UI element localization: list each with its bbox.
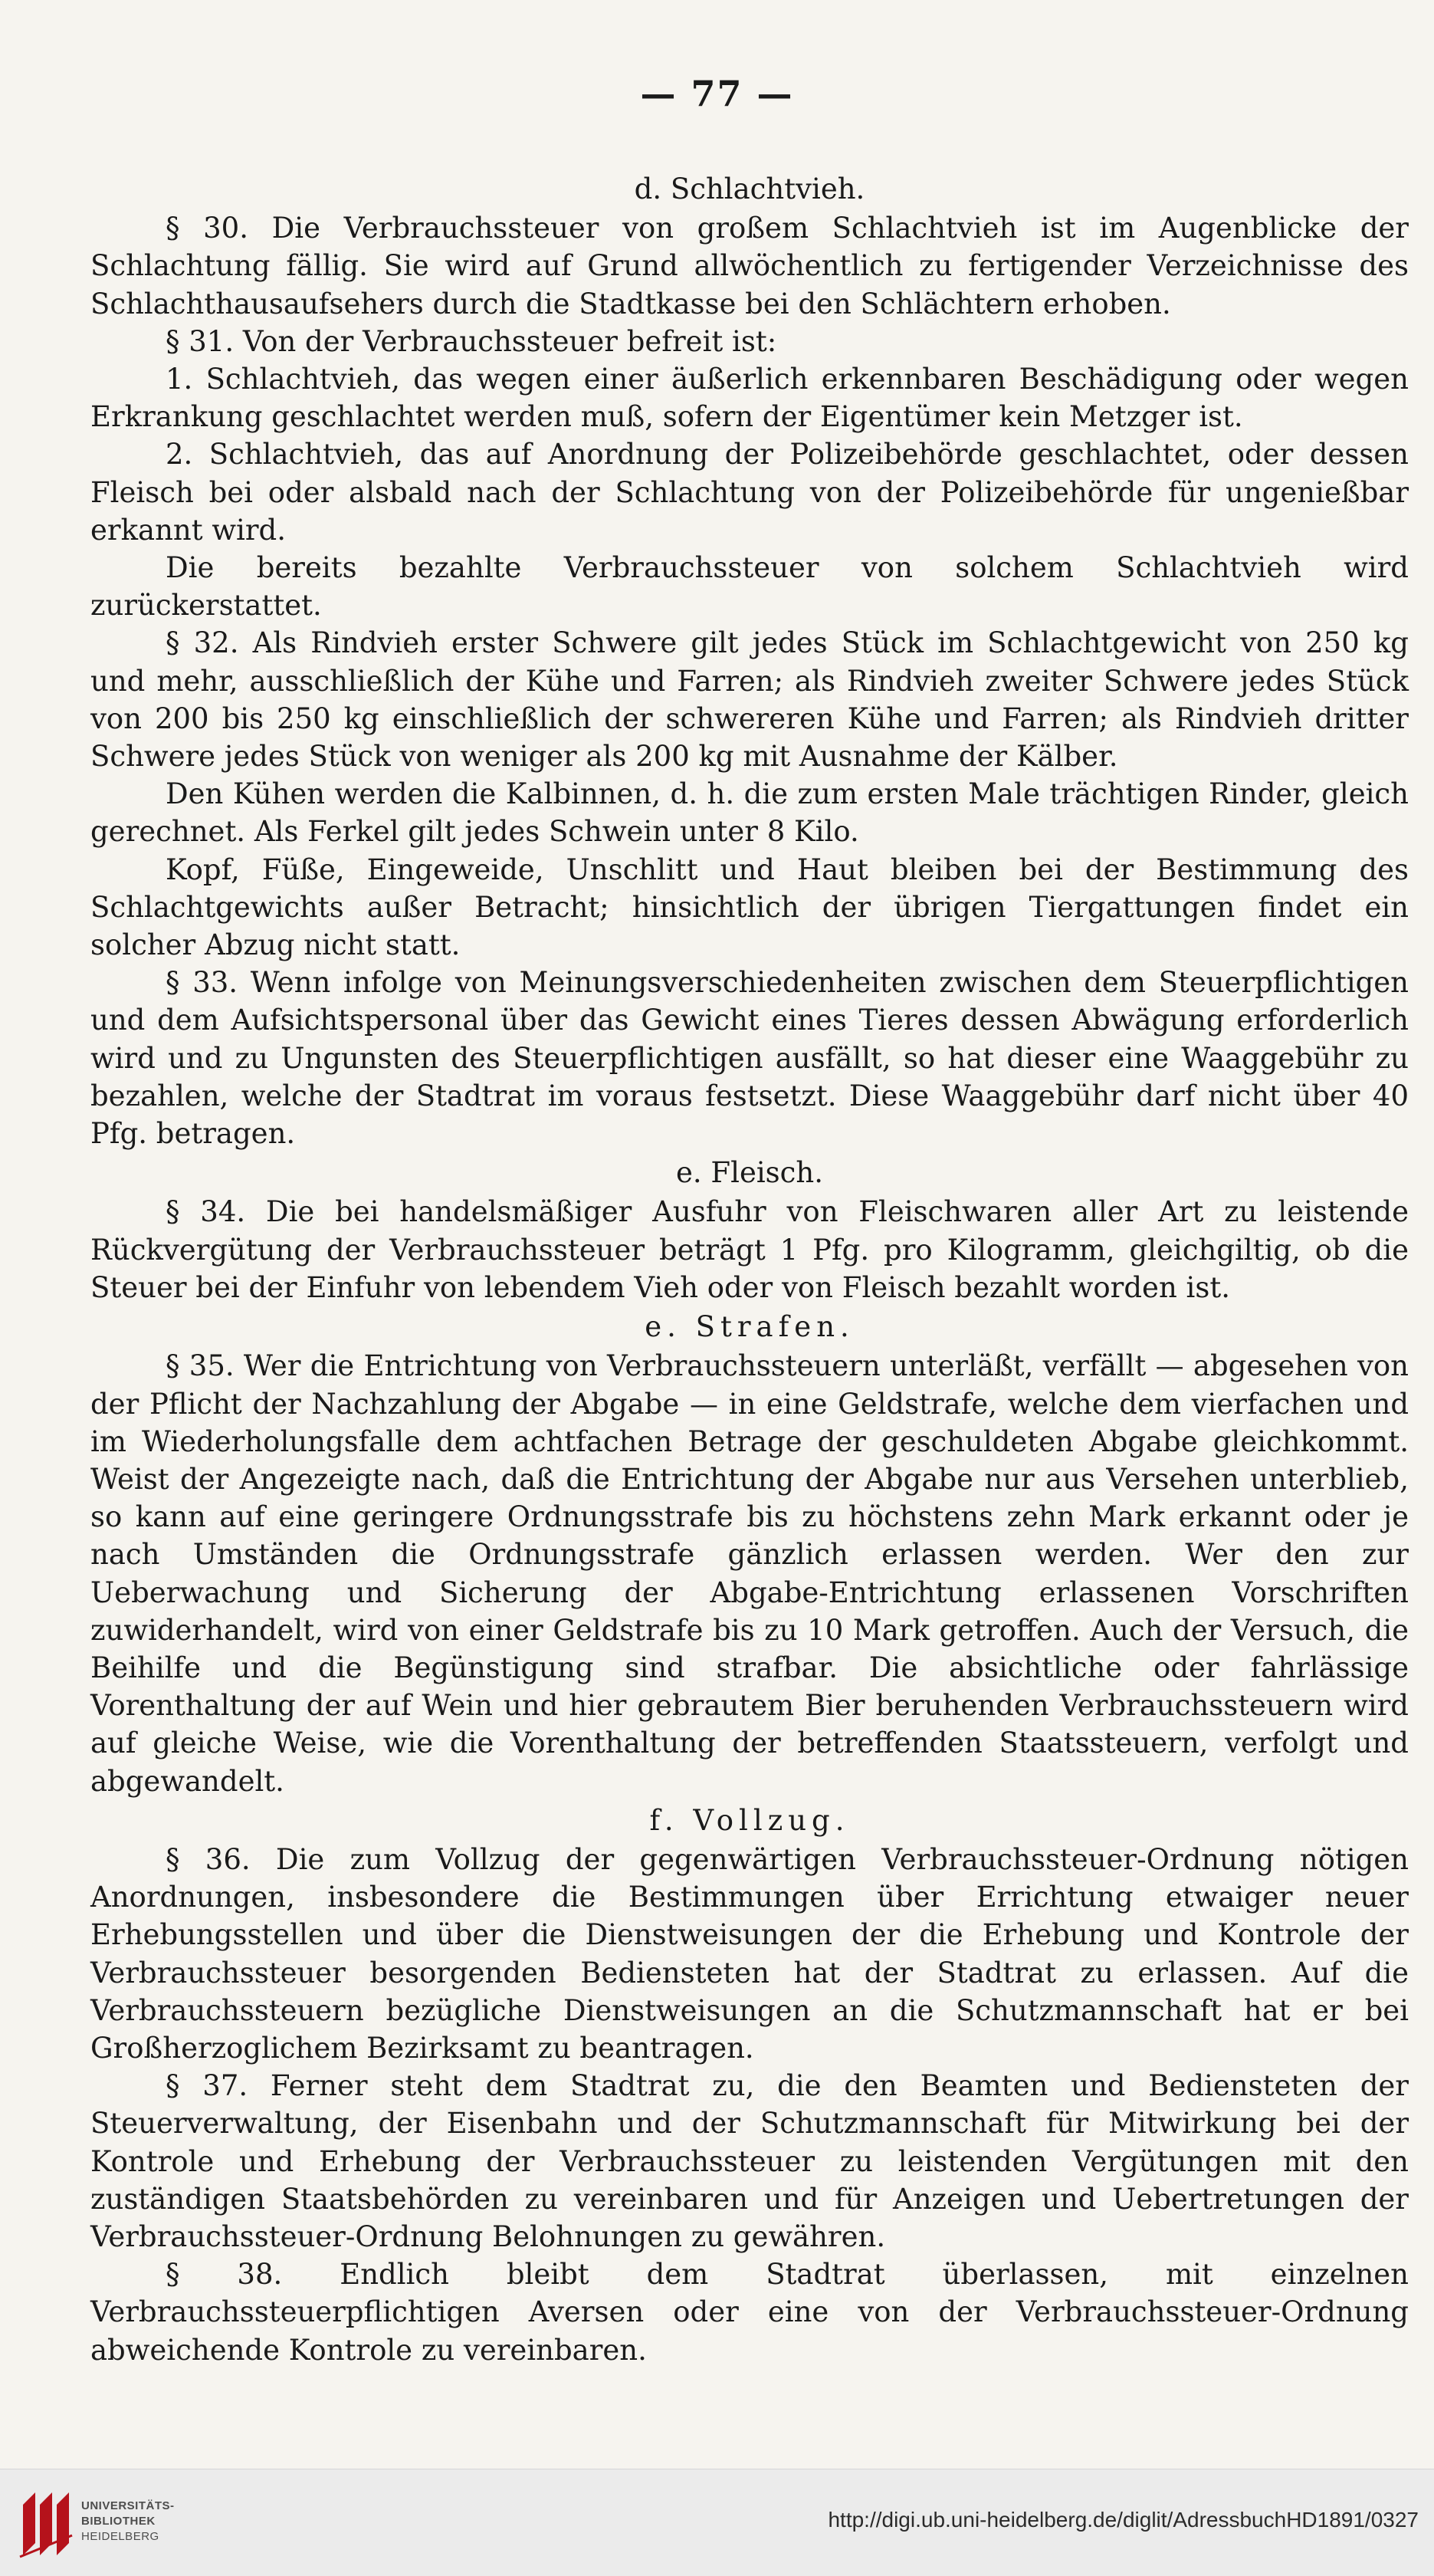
logo-line-2: BIBLIOTHEK (81, 2515, 156, 2528)
section-heading: d. Schlachtvieh. (634, 172, 865, 205)
paragraph: § 35. Wer die Entrichtung von Verbrauchssteuern unterläßt, verfällt — abgesehen von der Pflicht der Nachzahlung der Abgabe — in eine Geldstrafe, welche dem vierfachen und im Wiederholungsfalle dem achtfachen Betrage der geschuldeten Abgabe gleichkommt. Weist der Angezeigte nach, daß die Entrichtung der Abgabe nur aus Versehen unterblieb, so kann auf eine geringere Ordnungsstrafe bis zu höchstens zehn Mark erkannt oder je nach Umständen die Ordnungsstrafe gänzlich erlassen werden. Wer den zur Ueberwachung und Sicherung der Abgabe-Entrichtung erlassenen Vorschriften zuwiderhandelt, wird von einer Geldstrafe bis zu 10 Mark getroffen. Auch der Versuch, die Beihilfe und die Begünstigung sind strafbar. Die absichtliche oder fahrlässige Vorenthaltung der auf Wein und hier gebrautem Bier beruhenden Verbrauchssteuern wird auf gleiche Weise, wie die Vorenthaltung der betreffenden Staatssteuern, verfolgt und abgewandelt. (90, 1349, 1409, 1798)
paragraph: Die bereits bezahlte Verbrauchssteuer von solchem Schlachtvieh wird zurückerstattet. (90, 551, 1409, 623)
library-logo[interactable] (17, 2488, 195, 2558)
section-heading: e. Strafen. (645, 1310, 855, 1344)
paragraph: § 32. Als Rindvieh erster Schwere gilt jedes Stück im Schlachtgewicht von 250 kg und mehr, ausschließlich der Kühe und Farren; als Rindvieh zweiter Schwere jedes Stück von 200 bis 250 kg einschließlich der schwereren Kühe und Farren; als Rindvieh dritter Schwere jedes Stück von weniger als 200 kg mit Ausnahme der Kälber. (90, 626, 1409, 774)
logo-line-3: HEIDELBERG (81, 2530, 159, 2543)
paragraph: § 36. Die zum Vollzug der gegenwärtigen Verbrauchssteuer-Ordnung nötigen Anordnungen, insbesondere die Bestimmungen über Errichtung etwaiger neuer Erhebungsstellen und über die Dienstweisungen der die Erhebung und Kontrole der Verbrauchssteuer besorgenden Bediensteten hat der Stadtrat zu erlassen. Auf die Verbrauchssteuern bezügliche Dienstweisungen an die Schutzmannschaft hat er bei Großherzoglichem Bezirksamt zu beantragen. (90, 1842, 1409, 2065)
library-emblem-icon (17, 2488, 75, 2558)
paragraph: § 30. Die Verbrauchssteuer von großem Schlachtvieh ist im Augenblicke der Schlachtung fällig. Sie wird auf Grund allwöchentlich zu fertigender Verzeichnisse des Schlachthausaufsehers durch die Stadtkasse bei den Schlächtern erhoben. (90, 212, 1409, 320)
permalink-url[interactable]: http://digi.ub.uni-heidelberg.de/diglit/AdressbuchHD1891/0327 (828, 2508, 1419, 2532)
body-text (90, 169, 1409, 2369)
section-heading: e. Fleisch. (676, 1156, 823, 1190)
paragraph: § 38. Endlich bleibt dem Stadtrat überlassen, mit einzelnen Verbrauchssteuerpflichtigen Aversen oder eine von der Verbrauchssteuer-Ordnung abweichende Kontrole zu vereinbaren. (90, 2258, 1409, 2367)
paragraph: § 34. Die bei handelsmäßiger Ausfuhr von Fleischwaren aller Art zu leistende Rückvergütung der Verbrauchssteuer beträgt 1 Pfg. pro Kilogramm, gleichgiltig, ob die Steuer bei der Einfuhr von lebendem Vieh oder von Fleisch bezahlt worden ist. (90, 1195, 1409, 1304)
paragraph: Kopf, Füße, Eingeweide, Unschlitt und Haut bleiben bei der Bestimmung des Schlachtgewichts außer Betracht; hinsichtlich der übrigen Tiergattungen findet ein solcher Abzug nicht statt. (90, 853, 1409, 962)
paragraph: 1. Schlachtvieh, das wegen einer äußerlich erkennbaren Beschädigung oder wegen Erkrankung geschlachtet werden muß, sofern der Eigentümer kein Metzger ist. (90, 363, 1409, 434)
library-name (81, 2499, 175, 2545)
section-heading: f. Vollzug. (649, 1803, 850, 1837)
paragraph: Den Kühen werden die Kalbinnen, d. h. die zum ersten Male trächtigen Rinder, gleich gerechnet. Als Ferkel gilt jedes Schwein unter 8 Kilo. (90, 777, 1409, 849)
footer-bar (0, 2469, 1434, 2576)
paragraph: § 33. Wenn infolge von Meinungsverschiedenheiten zwischen dem Steuerpflichtigen und dem Aufsichtspersonal über das Gewicht eines Tieres dessen Abwägung erforderlich wird und zu Ungunsten des Steuerpflichtigen ausfällt, so hat dieser eine Waaggebühr zu bezahlen, welche der Stadtrat im voraus festsetzt. Diese Waaggebühr darf nicht über 40 Pfg. betragen. (90, 966, 1409, 1151)
paragraph: § 31. Von der Verbrauchssteuer befreit ist: (166, 324, 777, 358)
logo-line-1: UNIVERSITÄTS- (81, 2499, 175, 2512)
paragraph: § 37. Ferner steht dem Stadtrat zu, die den Beamten und Bediensteten der Steuerverwaltung, der Eisenbahn und der Schutzmannschaft für Mitwirkung bei der Kontrole und Erhebung der Verbrauchssteuer zu leistenden Vergütungen mit den zuständigen Staatsbehörden zu vereinbaren und für Anzeigen und Uebertretungen der Verbrauchssteuer-Ordnung Belohnungen zu gewähren. (90, 2069, 1409, 2253)
page-number: — 77 — (640, 73, 794, 114)
paragraph: 2. Schlachtvieh, das auf Anordnung der Polizeibehörde geschlachtet, oder dessen Fleisch bei oder alsbald nach der Schlachtung von der Polizeibehörde für ungenießbar erkannt wird. (90, 438, 1409, 547)
